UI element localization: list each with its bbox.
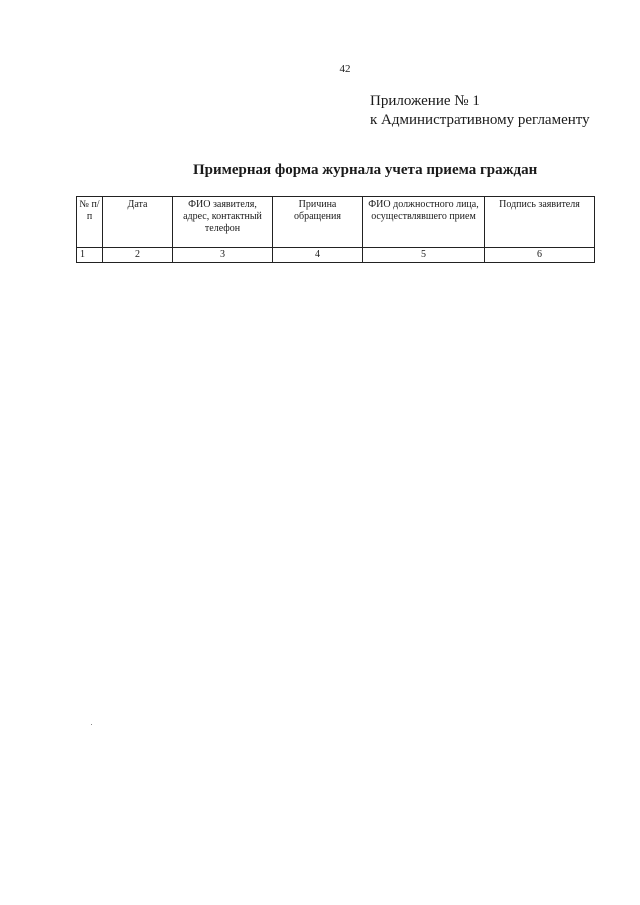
header-label: ФИО заявителя, адрес, контактный телефон <box>183 199 262 234</box>
column-number-cell: 2 <box>103 248 173 263</box>
column-number-cell: 1 <box>77 248 103 263</box>
header-label: Подпись заявителя <box>499 199 580 210</box>
header-label: Дата <box>127 199 148 210</box>
header-cell-applicant <box>173 197 273 248</box>
header-cell-reason <box>273 197 363 248</box>
journal-table <box>76 196 595 263</box>
appendix-note <box>370 92 590 130</box>
header-label: ФИО должностного лица, осуществлявшего прием <box>368 199 479 222</box>
appendix-line-2: к Административному регламенту <box>370 112 590 128</box>
scan-speck <box>91 724 92 725</box>
header-label: № п/п <box>79 199 100 222</box>
header-cell-date <box>103 197 173 248</box>
column-number-cell: 3 <box>173 248 273 263</box>
header-cell-signature <box>485 197 595 248</box>
column-number-cell: 6 <box>485 248 595 263</box>
table-header-row <box>77 197 595 248</box>
column-number-cell: 4 <box>273 248 363 263</box>
form-title: Примерная форма журнала учета приема граждан <box>193 162 538 178</box>
table-row <box>77 248 595 263</box>
header-cell-official <box>363 197 485 248</box>
appendix-line-1: Приложение № 1 <box>370 93 480 109</box>
column-number-cell: 5 <box>363 248 485 263</box>
page-number: 42 <box>339 63 351 75</box>
header-label: Причина обращения <box>294 199 341 222</box>
header-cell-number <box>77 197 103 248</box>
